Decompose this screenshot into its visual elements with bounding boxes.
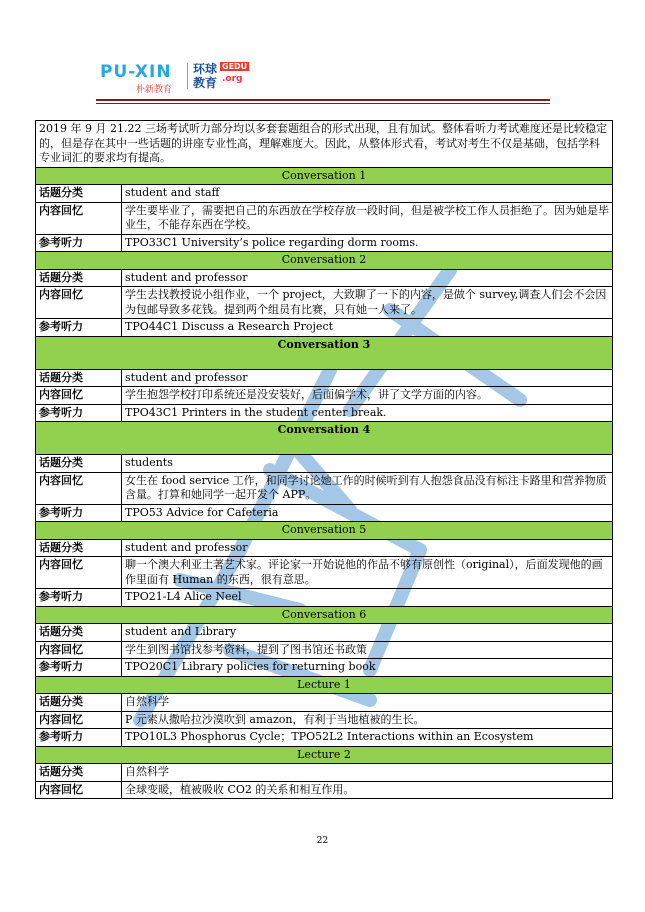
reference-label: 参考听力 (36, 659, 122, 677)
reference-row (36, 589, 613, 607)
reference-row (36, 319, 613, 337)
header-logo (100, 60, 300, 96)
section-header (36, 252, 613, 270)
reference-value: TPO21-L4 Alice Neel (122, 589, 613, 607)
content-label: 内容回忆 (36, 472, 122, 504)
section-title: Conversation 4 (36, 422, 613, 455)
reference-label: 参考听力 (36, 404, 122, 422)
content-value: 学生要毕业了，需要把自己的东西放在学校存放一段时间，但是被学校工作人员拒绝了。因为她是毕业生，不能存东西在学校。 (122, 202, 613, 234)
category-label: 话题分类 (36, 185, 122, 203)
intro-row (36, 121, 613, 168)
reference-value: TPO10L3 Phosphorus Cycle；TPO52L2 Interactions within an Ecosystem (122, 729, 613, 747)
content-label: 内容回忆 (36, 557, 122, 589)
reference-value: TPO20C1 Library policies for returning book (122, 659, 613, 677)
category-row (36, 269, 613, 287)
content-value: 学生抱怨学校打印系统还是没安装好，后面偏学术，讲了文学方面的内容。 (122, 387, 613, 405)
content-label: 内容回忆 (36, 287, 122, 319)
category-row (36, 764, 613, 782)
section-header (36, 746, 613, 764)
content-label: 内容回忆 (36, 387, 122, 405)
gedu-badge: GEDU (222, 62, 248, 71)
header-rule-thin (96, 103, 550, 104)
page-number: 22 (316, 836, 329, 846)
content-value: 全球变暖，植被吸收 CO2 的关系和相互作用。 (122, 781, 613, 799)
category-value: 自然科学 (122, 694, 613, 712)
content-row (36, 557, 613, 589)
category-value: student and staff (122, 185, 613, 203)
category-label: 话题分类 (36, 694, 122, 712)
category-row (36, 624, 613, 642)
category-value: student and professor (122, 539, 613, 557)
logo-divider (187, 63, 188, 89)
reference-label: 参考听力 (36, 504, 122, 522)
content-row (36, 781, 613, 799)
content-value: P 元素从撒哈拉沙漠吹到 amazon，有利于当地植被的生长。 (122, 711, 613, 729)
content-label: 内容回忆 (36, 711, 122, 729)
section-header (36, 522, 613, 540)
section-title: Conversation 6 (36, 606, 613, 624)
reference-row (36, 504, 613, 522)
category-value: students (122, 455, 613, 473)
section-header (36, 336, 613, 369)
listening-review-table (35, 120, 613, 799)
content-value: 学生去找教授说小组作业，一个 project，大致聊了一下的内容，是做个 survey,调查人们会不会因为包邮导致多花钱。提到两个组员有比赛，只有她一人来了。 (122, 287, 613, 319)
section-header (36, 606, 613, 624)
category-value: student and Library (122, 624, 613, 642)
content-value: 女生在 food service 工作，和同学讨论她工作的时候听到有人抱怨食品没有标注卡路里和营养物质含量。打算和她同学一起开发个 APP。 (122, 472, 613, 504)
category-label: 话题分类 (36, 764, 122, 782)
reference-label: 参考听力 (36, 589, 122, 607)
category-row (36, 694, 613, 712)
content-row (36, 202, 613, 234)
category-label: 话题分类 (36, 455, 122, 473)
section-title: Lecture 2 (36, 746, 613, 764)
reference-label: 参考听力 (36, 234, 122, 252)
header-rule (96, 99, 550, 101)
section-header (36, 167, 613, 185)
reference-label: 参考听力 (36, 729, 122, 747)
category-label: 话题分类 (36, 539, 122, 557)
reference-value: TPO43C1 Printers in the student center break. (122, 404, 613, 422)
puxin-logo-subtitle: 朴新教育 (136, 85, 173, 95)
reference-value: TPO53 Advice for Cafeteria (122, 504, 613, 522)
reference-value: TPO44C1 Discuss a Research Project (122, 319, 613, 337)
content-row (36, 711, 613, 729)
section-title: Conversation 5 (36, 522, 613, 540)
content-row (36, 387, 613, 405)
section-title: Lecture 1 (36, 676, 613, 694)
category-label: 话题分类 (36, 624, 122, 642)
category-row (36, 455, 613, 473)
category-value: student and professor (122, 369, 613, 387)
section-title: Conversation 2 (36, 252, 613, 270)
category-label: 话题分类 (36, 269, 122, 287)
reference-label: 参考听力 (36, 319, 122, 337)
category-value: student and professor (122, 269, 613, 287)
category-row (36, 539, 613, 557)
category-row (36, 369, 613, 387)
content-row (36, 472, 613, 504)
puxin-logo: PU-XIN (100, 62, 172, 82)
content-value: 学生到图书馆找参考资料，提到了图书馆还书政策 (122, 641, 613, 659)
intro-text: 2019 年 9 月 21.22 三场考试听力部分均以多套套题组合的形式出现，且有加试。整体看听力考试难度还是比较稳定的，但是存在其中一些话题的讲座专业性高，理解难度大。因此，从整体形式看，考试对考生不仅是基础，包括学科专业词汇的要求均有提高。 (36, 121, 613, 168)
content-value: 聊一个澳大利亚土著艺术家。评论家一开始说他的作品不够有原创性（original），后面发现他的画作里面有 Human 的东西，很有意思。 (122, 557, 613, 589)
content-label: 内容回忆 (36, 781, 122, 799)
reference-row (36, 729, 613, 747)
reference-value: TPO33C1 University’s police regarding dorm rooms. (122, 234, 613, 252)
content-label: 内容回忆 (36, 202, 122, 234)
section-header (36, 422, 613, 455)
org-label: .org (222, 74, 243, 84)
section-header (36, 676, 613, 694)
section-title: Conversation 1 (36, 167, 613, 185)
content-row (36, 287, 613, 319)
category-row (36, 185, 613, 203)
section-title: Conversation 3 (36, 336, 613, 369)
global-education-logo: 环球 教育 (193, 62, 218, 90)
reference-row (36, 659, 613, 677)
reference-row (36, 234, 613, 252)
category-value: 自然科学 (122, 764, 613, 782)
content-label: 内容回忆 (36, 641, 122, 659)
reference-row (36, 404, 613, 422)
category-label: 话题分类 (36, 369, 122, 387)
content-row (36, 641, 613, 659)
